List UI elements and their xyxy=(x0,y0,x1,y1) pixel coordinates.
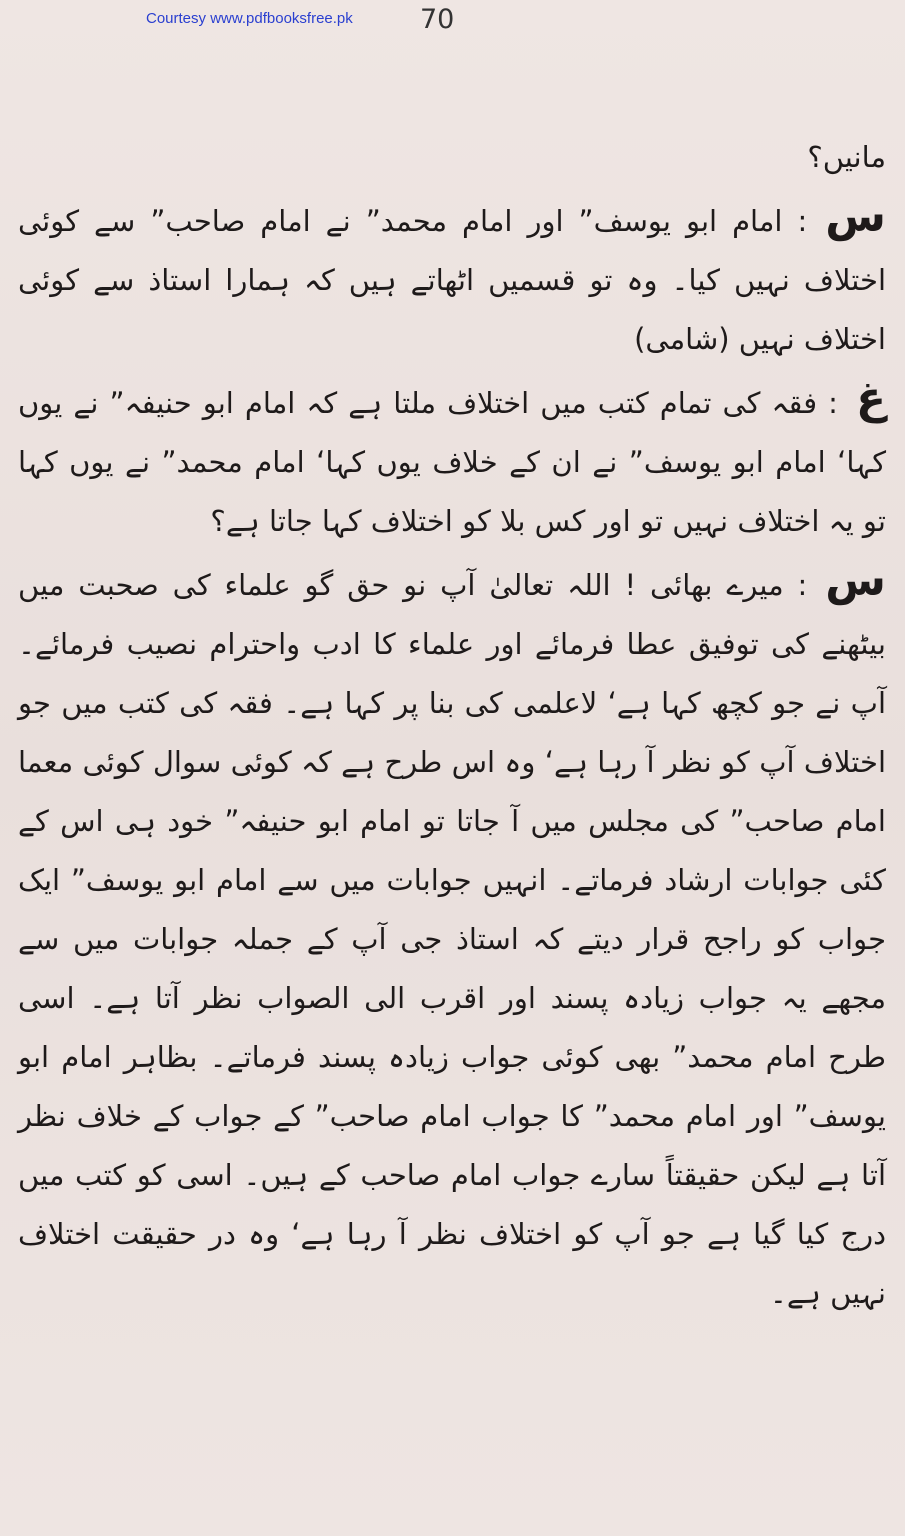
page-body xyxy=(18,128,886,1323)
paragraph-text: : امام ابو یوسف” اور امام محمد” نے امام صاحب” سے کوئی اختلاف نہیں کیا۔ وہ تو قسمیں اٹھاتے ہیں کہ ہمارا استاذ سے کوئی اختلاف نہیں (شامی) xyxy=(18,204,886,356)
speaker-marker-ghain: غ xyxy=(855,373,886,424)
page-number: 70 xyxy=(420,4,455,35)
answer-paragraph xyxy=(18,551,886,1323)
paragraph-text: : میرے بھائی ! اللہ تعالیٰ آپ نو حق گو علماء کی صحبت میں بیٹھنے کی توفیق عطا فرمائے اور علماء کا ادب واحترام نصیب فرمائے۔ آپ نے جو کچھ کہا ہے‘ لاعلمی کی بنا پر کہا ہے۔ فقہ کی کتب میں جو اختلاف آپ کو نظر آ رہا ہے‘ وہ اس طرح ہے کہ کوئی سوال کوئی معما امام صاحب” کی مجلس میں آ جاتا تو امام ابو حنیفہ” خود ہی اس کے کئی جوابات ارشاد فرماتے۔ انہیں جوابات میں سے امام ابو یوسف” ایک جواب کو راجح قرار دیتے کہ استاذ جی آپ کے جملہ جوابات میں سے مجھے یہ جواب زیادہ پسند اور اقرب الی الصواب نظر آتا ہے۔ اسی طرح امام محمد” بھی کوئی جواب زیادہ پسند فرماتے۔ بظاہر امام ابو یوسف” اور امام محمد” کا جواب امام صاحب” کے جواب کے خلاف نظر آتا ہے لیکن حقیقتاً سارے جواب امام صاحب کے ہیں۔ اسی کو کتب میں درج کیا گیا ہے جو آپ کو اختلاف نظر آ رہا ہے‘ وہ در حقیقت اختلاف نہیں ہے۔ xyxy=(18,568,886,1310)
speaker-marker-seen: س xyxy=(825,555,886,606)
intro-line: مانیں؟ xyxy=(807,140,886,174)
courtesy-watermark: Courtesy www.pdfbooksfree.pk xyxy=(146,10,353,27)
question-paragraph-1 xyxy=(18,187,886,369)
speaker-marker-seen: س xyxy=(825,191,886,242)
objection-paragraph xyxy=(18,369,886,551)
paragraph-text: : فقہ کی تمام کتب میں اختلاف ملتا ہے کہ امام ابو حنیفہ” نے یوں کہا‘ امام ابو یوسف” نے ان کے خلاف یوں کہا‘ امام محمد” نے یوں کہا تو یہ اختلاف نہیں تو اور کس بلا کو اختلاف کہا جاتا ہے؟ xyxy=(18,386,886,538)
